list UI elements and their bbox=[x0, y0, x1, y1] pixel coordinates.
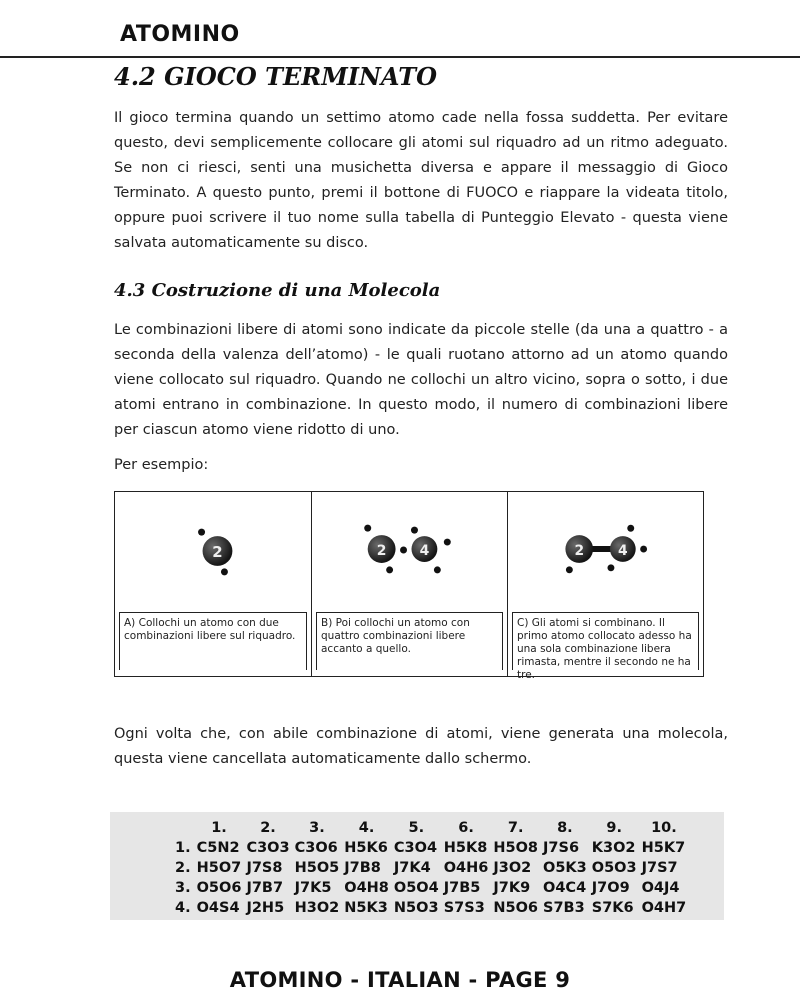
table-cell: C3O6 bbox=[294, 840, 338, 856]
closing-paragraph: Ogni volta che, con abile combinazione di atomi, viene generata una molecola, questa viene cancellata automaticamente dallo schermo. bbox=[114, 726, 728, 767]
example-figure bbox=[114, 491, 704, 681]
table-cell: C3O4 bbox=[393, 840, 438, 856]
atom-label: 2 bbox=[574, 542, 585, 559]
table-cell: O4H6 bbox=[443, 860, 489, 876]
table-cell: O4C4 bbox=[543, 880, 587, 896]
example-panel-c bbox=[508, 492, 703, 681]
table-cell: H3O2 bbox=[294, 900, 340, 916]
table-cell: O5O4 bbox=[393, 880, 439, 896]
free-bond-star bbox=[411, 527, 418, 534]
section-4-2-paragraph: Il gioco termina quando un settimo atomo cade nella fossa suddetta. Per evitare questo, devi semplicemente collocare gli atomi sul riquadro ad un ritmo adeguato. Se non ci riesci, senti una musichetta diversa e appare il messaggio di Gioco Terminato. A questo punto, premi il bottone di FUOCO e riappare la videata titolo, oppure puoi scrivere il tuo nome sulla tabella di Punteggio Elevato - questa viene salvata automaticamente su disco. bbox=[114, 110, 728, 251]
table-cell: O4H8 bbox=[344, 880, 389, 896]
table-cell: O5O3 bbox=[591, 860, 637, 876]
table-cell: O4H7 bbox=[641, 900, 687, 916]
example-intro: Per esempio: bbox=[114, 457, 209, 473]
column-header: 1. bbox=[211, 820, 227, 836]
free-bond-star bbox=[627, 525, 634, 532]
table-cell: C5N2 bbox=[196, 840, 240, 856]
atom-label: 2 bbox=[212, 542, 223, 561]
table-cell: S7S3 bbox=[443, 900, 485, 916]
column-header: 7. bbox=[507, 820, 524, 836]
section-heading-4-3: 4.3 Costruzione di una Molecola bbox=[114, 280, 441, 301]
table-cell: J7B5 bbox=[443, 880, 481, 896]
row-label: 2. bbox=[175, 860, 191, 876]
bonded-atoms-illustration bbox=[508, 492, 703, 612]
table-cell: J2H5 bbox=[246, 900, 285, 916]
example-caption-a: A) Collochi un atomo con due combinazioni libere sul riquadro. bbox=[119, 612, 307, 670]
column-header: 10. bbox=[651, 820, 677, 836]
table-cell: J7S7 bbox=[641, 860, 678, 876]
table-cell: H5K8 bbox=[443, 840, 488, 856]
example-caption-c: C) Gli atomi si combinano. Il primo atomo collocato adesso ha una sola combinazione libera rimasta, mentre il secondo ne ha tre. bbox=[512, 612, 699, 670]
table-cell: J7K5 bbox=[294, 880, 332, 896]
free-bond-star bbox=[640, 546, 647, 553]
table-cell: H5K6 bbox=[344, 840, 388, 856]
table-cell: J7S6 bbox=[543, 840, 580, 856]
table-cell: H5O7 bbox=[196, 860, 242, 876]
table-row bbox=[175, 898, 691, 918]
table-cell: O4J4 bbox=[641, 880, 680, 896]
free-bond-star bbox=[198, 529, 205, 536]
table-cell: S7B3 bbox=[543, 900, 585, 916]
table-cell: H5O8 bbox=[493, 840, 539, 856]
two-atoms-illustration bbox=[312, 492, 507, 612]
atom-label: 4 bbox=[419, 542, 430, 559]
section-heading-4-2: 4.2 GIOCO TERMINATO bbox=[114, 62, 438, 91]
column-header: 2. bbox=[260, 820, 276, 836]
free-bond-star bbox=[221, 568, 228, 575]
table-cell: N5K3 bbox=[344, 900, 388, 916]
example-panel-b bbox=[312, 492, 508, 676]
row-label: 1. bbox=[175, 840, 191, 856]
example-caption-b: B) Poi collochi un atomo con quattro combinazioni libere accanto a quello. bbox=[316, 612, 503, 670]
free-bond-star bbox=[400, 547, 407, 554]
table-row bbox=[175, 838, 691, 858]
section-4-3-paragraph: Le combinazioni libere di atomi sono indicate da piccole stelle (da una a quattro - a seconda della valenza dell’atomo) - le quali ruotano attorno ad un atomo quando viene collocato sul riquadro. Quando ne collochi un altro vicino, sopra o sotto, i due atomi entrano in combinazione. In questo modo, il numero di combinazioni libere per ciascun atomo viene ridotto di uno. bbox=[114, 322, 728, 438]
table-cell: N5O6 bbox=[493, 900, 539, 916]
atom-label: 2 bbox=[376, 542, 387, 559]
header-rule bbox=[0, 56, 800, 58]
free-bond-star bbox=[444, 539, 451, 546]
table-header-row bbox=[175, 818, 691, 838]
page-footer: ATOMINO - ITALIAN - PAGE 9 bbox=[229, 968, 571, 992]
free-bond-star bbox=[607, 564, 614, 571]
column-header: 9. bbox=[606, 820, 622, 836]
table-cell: J7S8 bbox=[246, 860, 283, 876]
table-row bbox=[175, 878, 691, 898]
table-cell: K3O2 bbox=[591, 840, 636, 856]
free-bond-star bbox=[364, 525, 371, 532]
free-bond-star bbox=[566, 566, 573, 573]
table-cell: S7K6 bbox=[591, 900, 634, 916]
free-bond-star bbox=[434, 566, 441, 573]
single-atom-illustration bbox=[115, 492, 311, 612]
free-bond-star bbox=[386, 566, 393, 573]
atom-label: 4 bbox=[618, 542, 628, 559]
table-cell: O5O6 bbox=[196, 880, 242, 896]
table-cell: H5K7 bbox=[641, 840, 686, 856]
running-header: ATOMINO bbox=[120, 22, 240, 47]
column-header: 6. bbox=[458, 820, 474, 836]
row-label: 4. bbox=[175, 900, 191, 916]
table-cell: J7B8 bbox=[344, 860, 381, 876]
table-cell: N5O3 bbox=[393, 900, 439, 916]
table-cell: J7K4 bbox=[393, 860, 431, 876]
column-header: 4. bbox=[358, 820, 375, 836]
table-cell: O4S4 bbox=[196, 900, 240, 916]
example-panel-a bbox=[115, 492, 312, 676]
column-header: 3. bbox=[309, 820, 325, 836]
table-cell: H5O5 bbox=[294, 860, 340, 876]
table-cell: J7B7 bbox=[246, 880, 284, 896]
table-cell: J3O2 bbox=[493, 860, 532, 876]
table-row bbox=[175, 858, 691, 878]
column-header: 8. bbox=[557, 820, 573, 836]
table-cell: J7O9 bbox=[591, 880, 630, 896]
column-header: 5. bbox=[408, 820, 425, 836]
table-cell: C3O3 bbox=[246, 840, 290, 856]
level-code-table bbox=[175, 818, 691, 918]
row-label: 3. bbox=[175, 880, 191, 896]
table-cell: J7K9 bbox=[493, 880, 531, 896]
table-cell: O5K3 bbox=[543, 860, 587, 876]
